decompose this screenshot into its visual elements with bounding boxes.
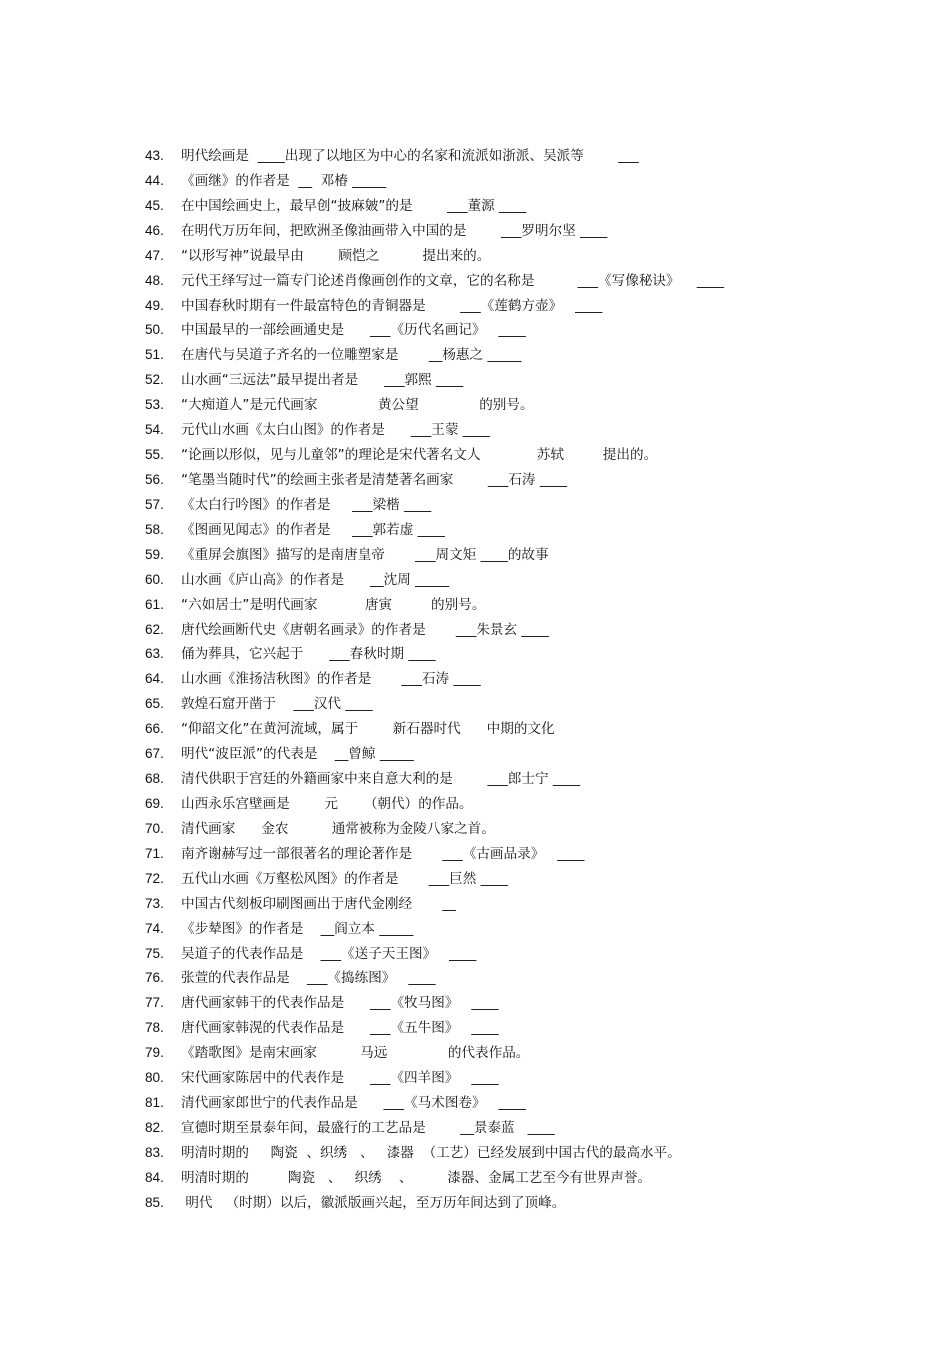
question-text: 《踏歌图》是南宋画家 马远 的代表作品。 [181, 1045, 530, 1062]
question-item [145, 642, 905, 667]
question-number: 69. [145, 795, 164, 811]
question-item [145, 1141, 905, 1166]
question-item [145, 518, 905, 543]
question-text: 五代山水画《万壑松风图》的作者是 ___巨然 ____ [181, 870, 508, 887]
question-item [145, 692, 905, 717]
question-item [145, 792, 905, 817]
question-number: 56. [145, 471, 164, 487]
question-text: 山水画“三远法”最早提出者是 ___郭熙 ____ [181, 372, 464, 389]
question-item [145, 1191, 905, 1216]
question-item [145, 1091, 905, 1116]
question-text: 张萱的代表作品是 ___《捣练图》 ____ [181, 970, 436, 987]
question-text: 元代山水画《太白山图》的作者是 ___王蒙 ____ [181, 422, 490, 439]
question-text: “笔墨当随时代”的绘画主张者是清楚著名画家 ___石涛 ____ [181, 471, 568, 488]
question-text: 《重屏会旗图》描写的是南唐皇帝 ___周文矩 ____的故事 [181, 546, 549, 563]
question-text: 山水画《庐山高》的作者是 __沈周 _____ [181, 571, 450, 588]
question-number: 50. [145, 322, 164, 338]
question-number: 72. [145, 870, 164, 886]
question-text: 在唐代与吴道子齐名的一位雕塑家是 __杨惠之 _____ [181, 347, 522, 364]
question-number: 78. [145, 1020, 164, 1036]
question-number: 75. [145, 945, 164, 961]
question-number: 80. [145, 1070, 164, 1086]
question-number: 82. [145, 1119, 164, 1135]
question-item [145, 717, 905, 742]
question-item [145, 493, 905, 518]
question-item [145, 343, 905, 368]
question-number: 83. [145, 1144, 164, 1160]
question-text: 清代画家郎世宁的代表作品是 ___《马术图卷》 ____ [181, 1095, 526, 1112]
question-item [145, 1066, 905, 1091]
question-text: 吴道子的代表作品是 ___《送子天王图》 ____ [181, 945, 477, 962]
question-number: 85. [145, 1194, 164, 1210]
question-number: 51. [145, 347, 164, 363]
question-number: 61. [145, 596, 164, 612]
question-item [145, 393, 905, 418]
question-item [145, 767, 905, 792]
question-item [145, 1041, 905, 1066]
question-item [145, 368, 905, 393]
question-item [145, 468, 905, 493]
question-number: 67. [145, 746, 164, 762]
question-number: 81. [145, 1095, 164, 1111]
question-number: 70. [145, 820, 164, 836]
question-text: 《画继》的作者是 __ 邓椿 _____ [181, 172, 387, 189]
question-item [145, 618, 905, 643]
question-item [145, 1016, 905, 1041]
question-number: 57. [145, 496, 164, 512]
question-item [145, 942, 905, 967]
question-text: 唐代画家韩滉的代表作品是 ___《五牛图》 ____ [181, 1020, 499, 1037]
question-number: 65. [145, 696, 164, 712]
question-number: 71. [145, 845, 164, 861]
question-item [145, 1166, 905, 1191]
question-item [145, 418, 905, 443]
question-text: “论画以形似，见与儿童邻”的理论是宋代著名文人 苏轼 提出的。 [181, 447, 658, 464]
question-text: 《图画见闻志》的作者是 ___郭若虚 ____ [181, 521, 445, 538]
question-text: “以形写神”说最早由 顾恺之 提出来的。 [181, 247, 491, 264]
question-item [145, 867, 905, 892]
question-number: 52. [145, 372, 164, 388]
question-text: 明代“波臣派”的代表是 __曾鲸 _____ [181, 746, 414, 763]
question-number: 58. [145, 521, 164, 537]
question-number: 68. [145, 771, 164, 787]
question-number: 76. [145, 970, 164, 986]
question-text: “六如居士”是明代画家 唐寅 的别号。 [181, 596, 486, 613]
question-text: 南齐谢赫写过一部很著名的理论著作是 ___《古画品录》 ____ [181, 845, 585, 862]
question-number: 44. [145, 172, 164, 188]
question-text: 《步辇图》的作者是 __阎立本 _____ [181, 920, 414, 937]
question-number: 54. [145, 422, 164, 438]
question-number: 63. [145, 646, 164, 662]
question-item [145, 842, 905, 867]
question-text: 清代供职于宫廷的外籍画家中来自意大利的是 ___郎士宁 ____ [181, 771, 581, 788]
question-number: 66. [145, 721, 164, 737]
question-item [145, 219, 905, 244]
question-item [145, 294, 905, 319]
question-text: 在明代万历年间，把欧洲圣像油画带入中国的是 ___罗明尔坚 ____ [181, 222, 608, 239]
question-text: 在中国绘画史上，最早创“披麻皴”的是 ___董源 ____ [181, 197, 527, 214]
question-text: “仰韶文化”在黄河流域，属于 新石器时代 中期的文化 [181, 721, 555, 738]
question-text: 《太白行吟图》的作者是 ___梁楷 ____ [181, 496, 432, 513]
question-text: 宋代画家陈居中的代表作是 ___《四羊图》 ____ [181, 1070, 499, 1087]
question-text: 明清时期的 陶瓷 、 织绣 、 漆器、金属工艺至今有世界声誉。 [181, 1169, 652, 1186]
question-number: 45. [145, 197, 164, 213]
question-text: 唐代绘画断代史《唐朝名画录》的作者是 ___朱景玄 ____ [181, 621, 549, 638]
question-item [145, 917, 905, 942]
question-item [145, 1116, 905, 1141]
question-text: 敦煌石窟开凿于 ___汉代 ____ [181, 696, 373, 713]
question-number: 64. [145, 671, 164, 687]
question-item [145, 543, 905, 568]
question-item [145, 194, 905, 219]
question-number: 84. [145, 1169, 164, 1185]
question-number: 77. [145, 995, 164, 1011]
question-item [145, 443, 905, 468]
question-number: 79. [145, 1045, 164, 1061]
question-number: 60. [145, 571, 164, 587]
question-text: 中国春秋时期有一件最富特色的青铜器是 ___《莲鹤方壶》 ____ [181, 297, 603, 314]
question-text: 山西永乐宫壁画是 元 （朝代）的作品。 [181, 795, 473, 812]
question-number: 49. [145, 297, 164, 313]
question-number: 73. [145, 895, 164, 911]
question-item [145, 318, 905, 343]
question-list [145, 144, 905, 1216]
question-item [145, 169, 905, 194]
question-number: 43. [145, 148, 164, 163]
question-item [145, 244, 905, 269]
question-number: 62. [145, 621, 164, 637]
question-item [145, 817, 905, 842]
question-number: 53. [145, 397, 164, 413]
question-text: 明清时期的 陶瓷 、织绣 、 漆器 （工艺）已经发展到中国古代的最高水平。 [181, 1144, 681, 1161]
question-number: 46. [145, 222, 164, 238]
question-number: 55. [145, 447, 164, 463]
question-number: 47. [145, 247, 164, 263]
question-item [145, 144, 905, 169]
question-number: 59. [145, 546, 164, 562]
question-text: 明代 （时期）以后，徽派版画兴起，至万历年间达到了顶峰。 [181, 1194, 566, 1211]
question-item [145, 568, 905, 593]
question-text: 明代绘画是 ____出现了以地区为中心的名家和流派如浙派、吴派等 ___ [181, 148, 639, 164]
question-number: 74. [145, 920, 164, 936]
question-text: 山水画《淮扬洁秋图》的作者是 ___石涛 ____ [181, 671, 481, 688]
question-item [145, 269, 905, 294]
question-text: “大痴道人”是元代画家 黄公望 的别号。 [181, 397, 534, 414]
question-item [145, 667, 905, 692]
question-text: 中国最早的一部绘画通史是 ___《历代名画记》 ____ [181, 322, 526, 339]
question-item [145, 966, 905, 991]
question-item [145, 892, 905, 917]
question-item [145, 593, 905, 618]
question-item [145, 742, 905, 767]
question-number: 48. [145, 272, 164, 288]
question-text: 元代王绎写过一篇专门论述肖像画创作的文章，它的名称是 ___《写像秘诀》 ____ [181, 272, 725, 289]
question-text: 中国古代刻板印刷图画出于唐代金刚经 __ [181, 895, 456, 912]
question-text: 唐代画家韩干的代表作品是 ___《牧马图》 ____ [181, 995, 499, 1012]
question-item [145, 991, 905, 1016]
question-text: 宣德时期至景泰年间，最盛行的工艺品是 __景泰蓝 ____ [181, 1119, 555, 1136]
question-text: 清代画家 金农 通常被称为金陵八家之首。 [181, 820, 495, 837]
question-text: 俑为葬具，它兴起于 ___春秋时期 ____ [181, 646, 436, 663]
